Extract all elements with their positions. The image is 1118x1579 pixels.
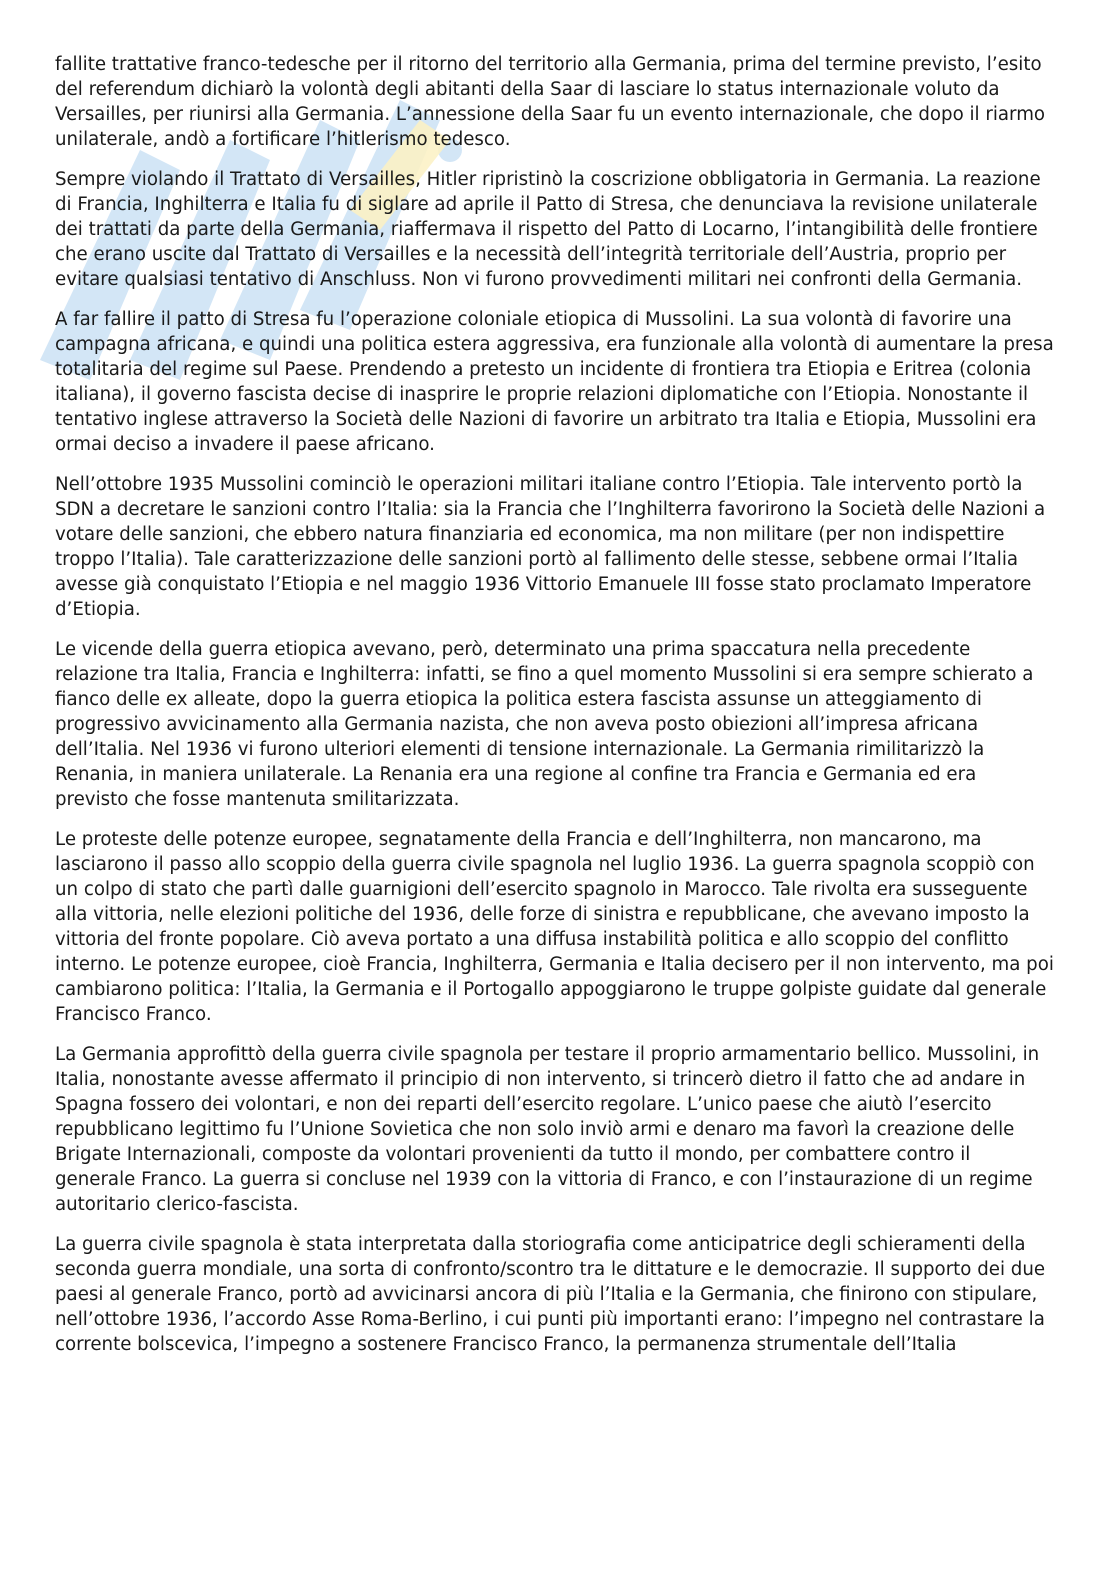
paragraph: Le proteste delle potenze europee, segnatamente della Francia e dell’Inghilterra, non mancarono, ma lasciarono il passo allo scoppio della guerra civile spagnola nel luglio 1936. La guerra spagnola scoppiò con un colpo di stato che partì dalle guarnigioni dell’esercito spagnolo in Marocco. Tale rivolta era susseguente alla vittoria, nelle elezioni politiche del 1936, delle forze di sinistra e repubblicane, che avevano imposto la vittoria del fronte popolare. Ciò aveva portato a una diffusa instabilità politica e allo scoppio del conflitto interno. Le potenze europee, cioè Francia, Inghilterra, Germania e Italia decisero per il non intervento, ma poi cambiarono politica: l’Italia, la Germania e il Portogallo appoggiarono le truppe golpiste guidate dal generale Francisco Franco. bbox=[55, 829, 1054, 1025]
paragraph: La Germania approfittò della guerra civile spagnola per testare il proprio armamentario bellico. Mussolini, in Italia, nonostante avesse affermato il principio di non intervento, si trincerò dietro il fatto che ad andare in Spagna fossero dei volontari, e non dei reparti dell’esercito regolare. L’unico paese che aiutò l’esercito repubblicano legittimo fu l’Unione Sovietica che non solo inviò armi e denaro ma favorì la creazione delle Brigate Internazionali, composte da volontari provenienti da tutto il mondo, per combattere contro il generale Franco. La guerra si concluse nel 1939 con la vittoria di Franco, e con l’instaurazione di un regime autoritario clerico-fascista. bbox=[55, 1044, 1040, 1215]
document-body bbox=[55, 52, 1055, 1372]
paragraph: Sempre violando il Trattato di Versailles, Hitler ripristinò la coscrizione obbligatoria in Germania. La reazione di Francia, Inghilterra e Italia fu di siglare ad aprile il Patto di Stresa, che denunciava la revisione unilaterale dei trattati da parte della Germania, riaffermava il rispetto del Patto di Locarno, l’intangibilità delle frontiere che erano uscite dal Trattato di Versailles e la necessità dell’integrità territoriale dell’Austria, proprio per evitare qualsiasi tentativo di Anschluss. Non vi furono provvedimenti militari nei confronti della Germania. bbox=[55, 169, 1041, 290]
paragraph: La guerra civile spagnola è stata interpretata dalla storiografia come anticipatrice degli schieramenti della seconda guerra mondiale, una sorta di confronto/scontro tra le dittature e le democrazie. Il supporto dei due paesi al generale Franco, portò ad avvicinarsi ancora di più l’Italia e la Germania, che finirono con stipulare, nell’ottobre 1936, l’accordo Asse Roma-Berlino, i cui punti più importanti erano: l’impegno nel contrastare la corrente bolscevica, l’impegno a sostenere Francisco Franco, la permanenza strumentale dell’Italia bbox=[55, 1234, 1046, 1355]
paragraph: A far fallire il patto di Stresa fu l’operazione coloniale etiopica di Mussolini. La sua volontà di favorire una campagna africana, e quindi una politica estera aggressiva, era funzionale alla volontà di aumentare la presa totalitaria del regime sul Paese. Prendendo a pretesto un incidente di frontiera tra Etiopia e Eritrea (colonia italiana), il governo fascista decise di inasprire le proprie relazioni diplomatiche con l’Etiopia. Nonostante il tentativo inglese attraverso la Società delle Nazioni di favorire un arbitrato tra Italia e Etiopia, Mussolini era ormai deciso a invadere il paese africano. bbox=[55, 309, 1054, 455]
paragraph: Le vicende della guerra etiopica avevano, però, determinato una prima spaccatura nella precedente relazione tra Italia, Francia e Inghilterra: infatti, se fino a quel momento Mussolini si era sempre schierato a fianco delle ex alleate, dopo la guerra etiopica la politica estera fascista assunse un atteggiamento di progressivo avvicinamento alla Germania nazista, che non aveva posto obiezioni all’impresa africana dell’Italia. Nel 1936 vi furono ulteriori elementi di tensione internazionale. La Germania rimilitarizzò la Renania, in maniera unilaterale. La Renania era una regione al confine tra Francia e Germania ed era previsto che fosse mantenuta smilitarizzata. bbox=[55, 639, 1034, 810]
paragraph: fallite trattative franco-tedesche per il ritorno del territorio alla Germania, prima del termine previsto, l’esito del referendum dichiarò la volontà degli abitanti della Saar di lasciare lo status internazionale voluto da Versailles, per riunirsi alla Germania. L’annessione della Saar fu un evento internazionale, che dopo il riarmo unilaterale, andò a fortificare l’hitlerismo tedesco. bbox=[55, 54, 1046, 150]
paragraph: Nell’ottobre 1935 Mussolini cominciò le operazioni militari italiane contro l’Etiopia. Tale intervento portò la SDN a decretare le sanzioni contro l’Italia: sia la Francia che l’Inghilterra favorirono la Società delle Nazioni a votare delle sanzioni, che ebbero natura finanziaria ed economica, ma non militare (per non indispettire troppo l’Italia). Tale caratterizzazione delle sanzioni portò al fallimento delle stesse, sebbene ormai l’Italia avesse già conquistato l’Etiopia e nel maggio 1936 Vittorio Emanuele III fosse stato proclamato Imperatore d’Etiopia. bbox=[55, 474, 1046, 620]
